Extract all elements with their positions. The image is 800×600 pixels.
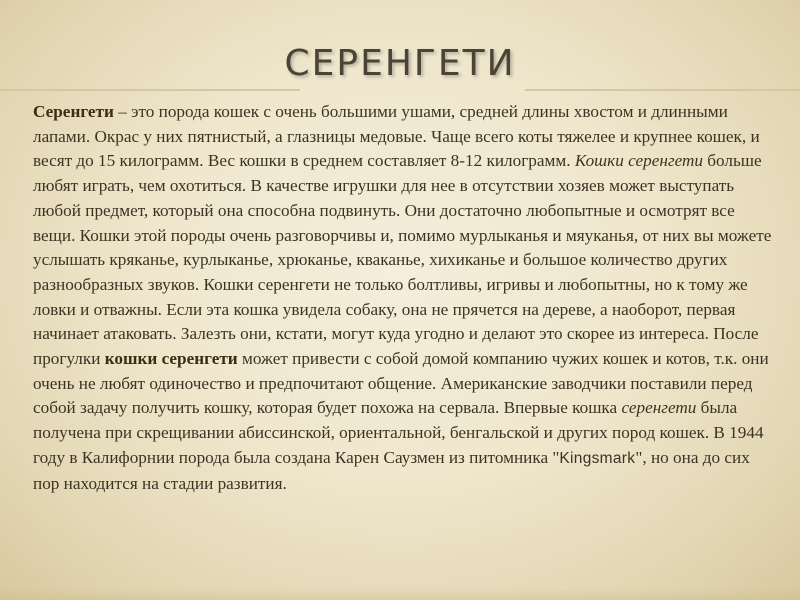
slide-title: СЕРЕНГЕТИ <box>284 43 516 84</box>
italic-term-1: Кошки серенгети <box>574 151 703 171</box>
body-text-part2: больше любят играть, чем охотиться. В качестве игрушки для нее в отсутствии хозяев может выступать любой предмет, который она способна подвинуть. Они достаточно любопытные и осмотрят все вещи. Кошки этой породы очень разговорчивы и, помимо мурлыканья и мяуканья, от них вы можете услышать кряканье, курлыканье, хрюканье, кваканье, хихиканье и большое количество других разнообразных звуков. Кошки серенгети не только болтливы, игривы и любопытны, но к тому же ловки и отважны. Если эта кошка увидела собаку, она не прячется на дереве, а наоборот, первая начинает атаковать. Залезть они, кстати, могут куда угодно и делают это скорее из интереса. После прогулки <box>33 151 772 369</box>
body-text-part1: – это порода кошек с очень большими ушами, средней длины хвостом и длинными лапами. Окрас у них пятнистый, а глазницы медовые. Чаще всего коты тяжелее и крупнее кошек, и весят до 15 килограмм. Вес кошки в среднем составляет 8-12 килограмм. <box>33 102 760 171</box>
body-text-part5: ", но она до сих пор находится на стадии развития. <box>33 447 750 493</box>
bold-term-2: кошки серенгети <box>104 349 238 369</box>
lead-term: Серенгети <box>33 102 114 121</box>
body-text-part4: была получена при скрещивании абиссинской, ориентальной, бенгальской и других пород кошек. В 1944 году в Калифорнии порода была создана Карен Саузмен из питомника " <box>33 398 764 467</box>
title-rule-left <box>0 89 300 91</box>
title-rule-right <box>525 89 800 91</box>
italic-term-2: серенгети <box>621 398 697 418</box>
body-paragraph <box>33 100 773 496</box>
body-text-part3: может привести с собой домой компанию чужих кошек и котов, т.к. они очень не любят одиночество и предпочитают общение. Американские заводчики поставили перед собой задачу получить кошку, которая будет похожа на сервала. Впервые кошка <box>33 349 769 418</box>
brand-name: Kingsmark <box>559 449 636 467</box>
bottom-band <box>0 588 800 600</box>
